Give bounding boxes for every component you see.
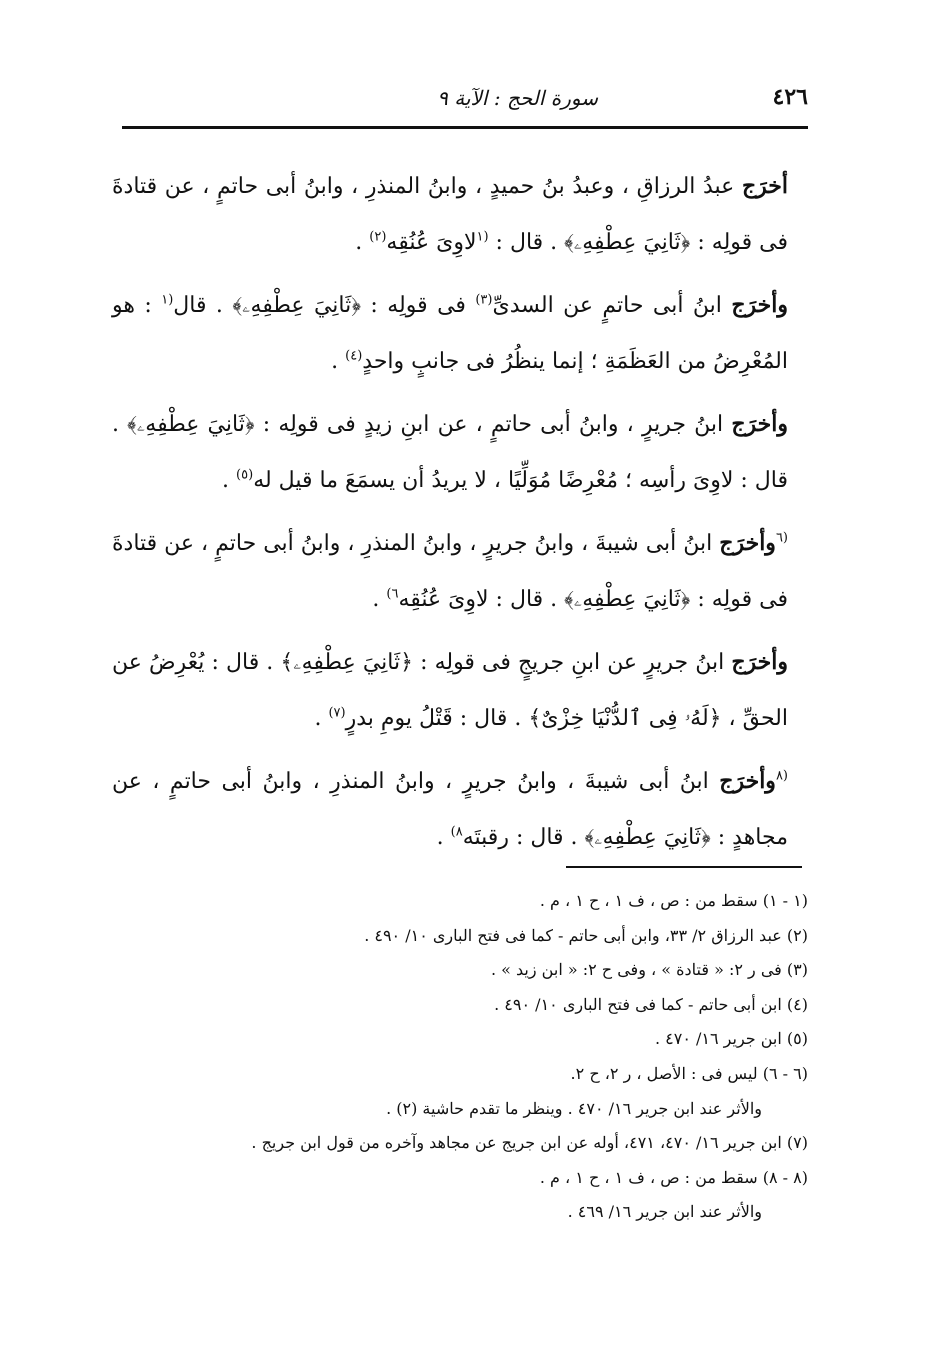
paragraph-lead: وأخرَج [731, 649, 788, 675]
footnote-marker: (١ [476, 229, 489, 245]
footnote-marker: (٣) [475, 292, 493, 308]
paragraph-lead: وأخرَج [719, 530, 776, 556]
paragraph-lead: وأخرَج [719, 768, 776, 794]
footnote-marker: (٢) [369, 229, 387, 245]
footnote: (٢) عبد الرزاق ٢/ ٣٣، وابن أبى حاتم - كما فى فتح البارى ١٠/ ٤٩٠ . [364, 925, 808, 945]
paragraph-6 [112, 753, 788, 866]
paragraph-text: لاوِىَ عُنُقِه [386, 230, 477, 255]
paragraph-end: . [355, 230, 370, 255]
paragraph-text: ابنُ جريرٍ عن ابنِ جريجٍ فى قولِه : ﴿ثَانِيَ عِطْفِهِۦ﴾ . قال : يُعْرِضُ عن الحقِّ ، ﴿لَهُۥ فِى ٱلدُّنْيَا خِزْىٌ﴾ . قال : قَتْلُ يومِ بدرٍ [112, 650, 788, 731]
paragraph-text: فى قولِه : ﴿ثَانِيَ عِطْفِهِۦ﴾ . قال [173, 293, 476, 318]
footnote-continuation: والأثر عند ابن جرير ١٦/ ٤٦٩ . [567, 1202, 762, 1222]
paragraph-text: عبدُ الرزاقِ ، وعبدُ بنُ حميدٍ ، وابنُ المنذرِ ، وابنُ أبى حاتمٍ ، عن قتادةَ فى قولِه : ﴿ثَانِيَ عِطْفِهِۦ﴾ . قال : [112, 174, 788, 255]
footnote: (٦ - ٦) ليس فى : الأصل ، ر ٢، ح ٢. [570, 1063, 808, 1083]
running-title: سورة الحج : الآية ٩ [437, 86, 598, 110]
footnote-marker: (١ [161, 292, 174, 308]
main-text [112, 158, 788, 872]
paragraph-end: . [331, 349, 346, 374]
paragraph-lead: وأخرَج [731, 411, 788, 437]
page-header [122, 78, 808, 118]
footnote: (٥) ابن جرير ١٦/ ٤٧٠ . [654, 1029, 808, 1049]
paragraph-end: . [314, 706, 329, 731]
footnote-marker: ٦) [386, 586, 399, 602]
paragraph-end: . [436, 825, 451, 850]
footnote: (١ - ١) سقط من : ص ، ف ١ ، ح ١ ، م . [539, 891, 808, 910]
paragraph-2 [112, 277, 788, 390]
footnote: (٤) ابن أبى حاتم - كما فى فتح البارى ١٠/ ٤٩٠ . [494, 994, 808, 1014]
page-number: ٤٢٦ [772, 84, 808, 110]
paragraph-text: ابنُ جريرٍ ، وابنُ أبى حاتمٍ ، عن ابنِ زيدٍ فى قولِه : ﴿ثَانِيَ عِطْفِهِۦ﴾ . قال : لاوِىَ رأسِه ؛ مُعْرِضًا مُوَلِّيًا ، لا يريدُ أن يسمَعَ ما قيل له [112, 412, 788, 493]
footnote-marker: ٨) [450, 824, 463, 840]
paragraph-3 [112, 396, 788, 509]
footnote-rule [566, 866, 802, 868]
footnote-marker: (٨ [775, 768, 788, 784]
paragraph-5 [112, 634, 788, 747]
paragraph-end: . [372, 587, 387, 612]
paragraph-text: : هو المُعْرِضُ من العَظَمَةِ ؛ إنما ينظُرُ فى جانبٍ واحدٍ [112, 293, 788, 374]
paragraph-text: ابنُ أبى حاتمٍ عن السدىِّ [492, 293, 732, 318]
paragraph-4 [112, 515, 788, 628]
footnote: (٨ - ٨) سقط من : ص ، ف ١ ، ح ١ ، م . [539, 1167, 808, 1187]
paragraph-1 [112, 158, 788, 271]
footnote: (٣) فى ر ٢: « قتادة » ، وفى ح ٢: « ابن زيد » . [490, 960, 808, 980]
paragraph-lead: وأخرَج [731, 292, 788, 318]
paragraph-end: . [222, 468, 237, 493]
footnote-marker: (٥) [236, 467, 254, 483]
paragraph-text: ابنُ أبى شيبةَ ، وابنُ جريرٍ ، وابنُ المنذرِ ، وابنُ أبى حاتمٍ ، عن قتادةَ فى قولِه : ﴿ثَانِيَ عِطْفِهِۦ﴾ . قال : لاوِىَ عُنُقِه [112, 531, 788, 612]
footnote-continuation: والأثر عند ابن جرير ١٦/ ٤٧٠ . وينظر ما تقدم حاشية (٢) . [386, 1098, 762, 1118]
footnote-marker: (٦ [775, 530, 788, 546]
header-rule [122, 126, 808, 129]
footnote-marker: (٤) [345, 348, 363, 364]
footnote: (٧) ابن جرير ١٦/ ٤٧٠، ٤٧١، أوله عن ابن جريج عن مجاهد وآخره من قول ابن جريج . [251, 1133, 808, 1153]
footnote-marker: (٧) [328, 705, 346, 721]
footnotes [132, 884, 808, 1230]
paragraph-lead: أخرَج [741, 173, 788, 199]
paragraph-text: ابنُ أبى شيبةَ ، وابنُ جريرٍ ، وابنُ المنذرِ ، وابنُ أبى حاتمٍ ، عن مجاهدٍ : ﴿ثَانِيَ عِطْفِهِۦ﴾ . قال : رقبتَه [112, 769, 788, 850]
